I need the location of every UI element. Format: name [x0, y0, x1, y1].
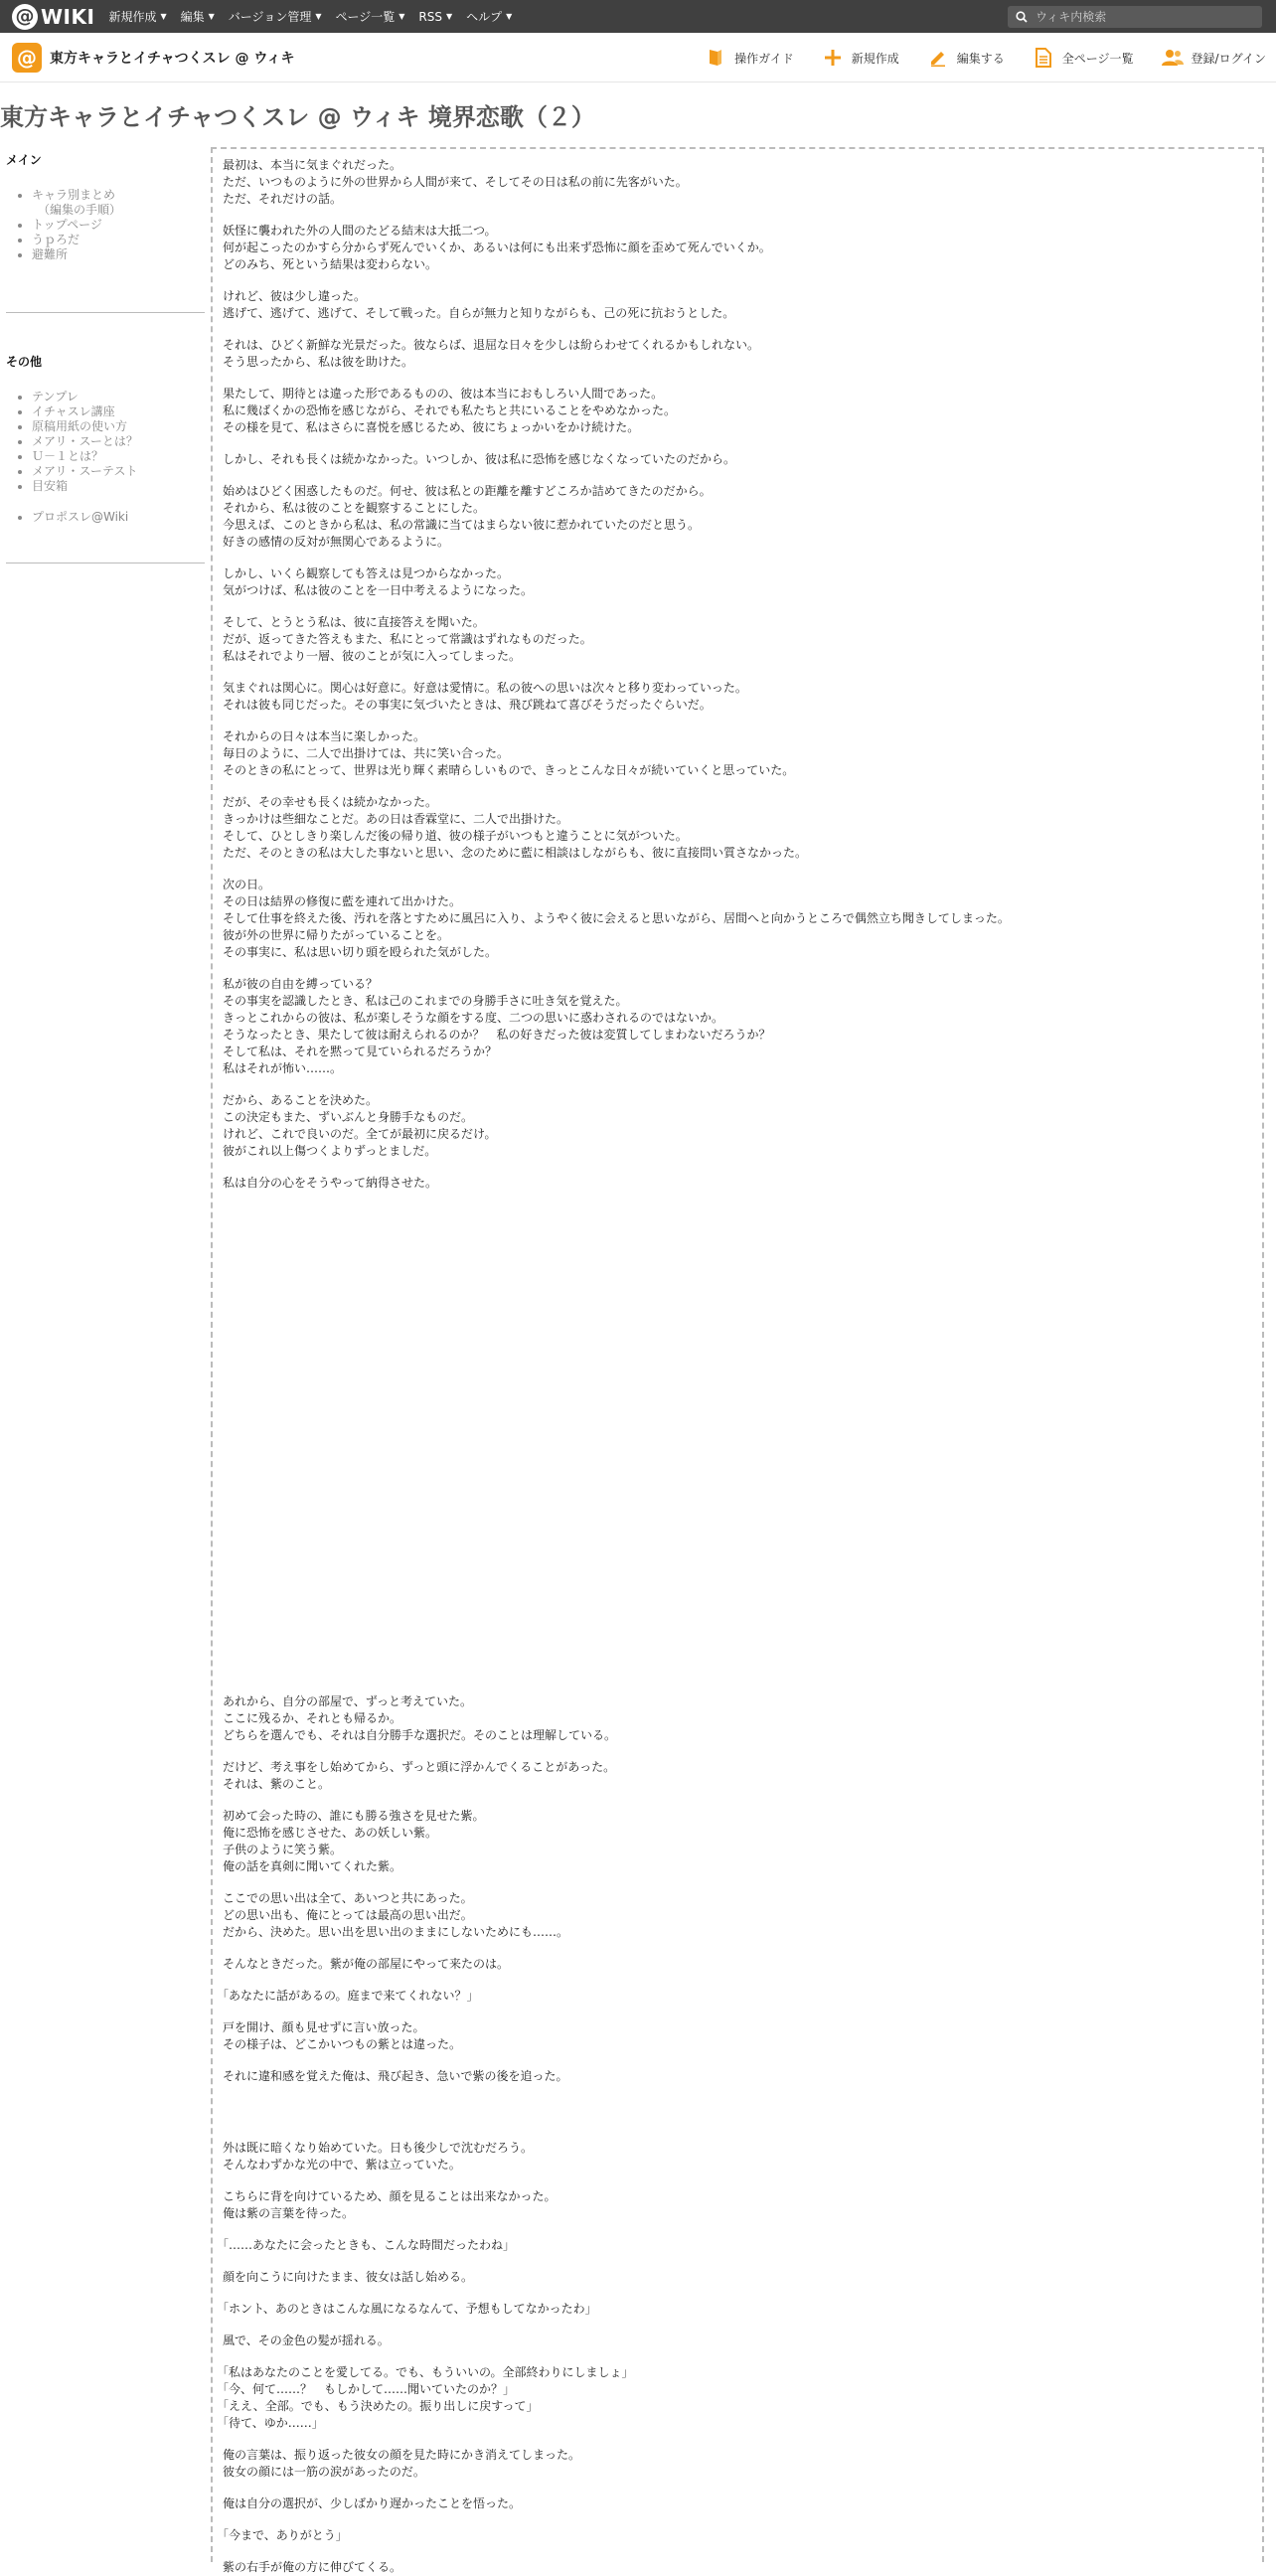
story-paragraph: [217, 1988, 1254, 2005]
story-line: それは彼も同じだった。その事実に気づいたときは、飛び跳ねて喜びそうだったぐらいだ。: [223, 698, 712, 712]
story-paragraph: [223, 1759, 1254, 1793]
story-paragraph: [223, 680, 1254, 714]
atwiki-logo[interactable]: [12, 4, 94, 30]
sidebar-item-marysue[interactable]: • メアリ・スーとは？: [32, 434, 211, 449]
header-actions: [677, 33, 1266, 82]
new-page-button[interactable]: 新規作成: [822, 47, 899, 69]
sidebar-item-uploader[interactable]: • うｐろだ: [32, 233, 211, 247]
story-line: 「私はあなたのことを愛してる。でも、もういいの。全部終わりにしましょ」: [217, 2365, 634, 2379]
caret-down-icon: ▼: [506, 12, 513, 21]
story-line: しかし、それも長くは続かなかった。いつしか、彼は私に恐怖を感じなくなっていたのだから。: [223, 452, 736, 466]
story-line: きっかけは些細なことだ。あの日は香霖堂に、二人で出掛けた。: [223, 812, 569, 826]
story-paragraph: [223, 157, 1254, 208]
story-line: けれど、これで良いのだ。全てが最初に戻るだけ。: [223, 1127, 497, 1141]
menu-new[interactable]: 新規作成 ▼: [108, 10, 167, 24]
sidebar-heading-main: メイン: [6, 153, 42, 167]
story-line: 「待て、ゆか……」: [217, 2416, 324, 2430]
story-line: ただ、いつものように外の世界から人間が来て、そしてその日は私の前に先客がいた。: [223, 175, 688, 189]
users-icon: [1162, 47, 1184, 69]
story-line: 私が彼の自由を縛っている？: [223, 977, 379, 991]
story-paragraph: [223, 565, 1254, 599]
story-paragraph: [223, 1808, 1254, 1875]
story-paragraph: [223, 2269, 1254, 2286]
story-paragraph: [223, 976, 1254, 1077]
story-line: ここでの思い出は全て、あいつと共にあった。: [223, 1891, 473, 1905]
sidebar-item-template[interactable]: • テンプレ: [32, 390, 211, 404]
story-paragraph: [223, 1693, 1254, 1744]
search-icon: [1016, 11, 1028, 23]
sidebar: [0, 147, 211, 564]
guide-book-icon: [705, 47, 726, 69]
story-line: 「今、何て……？ もしかして……聞いていたのか？」: [217, 2382, 516, 2396]
story-line: 私はそれが怖い……。: [223, 1061, 343, 1075]
sidebar-divider: [6, 563, 205, 564]
sidebar-item-marysue-test[interactable]: • メアリ・スーテスト: [32, 464, 211, 479]
menu-help[interactable]: ヘルプ ▼: [466, 10, 513, 24]
story-line: そして私は、それを黙って見ていられるだろうか？: [223, 1045, 498, 1058]
caret-down-icon: ▼: [315, 12, 322, 21]
pencil-icon: [927, 47, 949, 69]
story-line: それからの日々は本当に楽しかった。: [223, 729, 426, 743]
story-paragraph: [223, 2140, 1254, 2174]
story-line: そうなったとき、果たして彼は耐えられるのか？ 私の好きだった彼は変質してしまわないだろうか？: [223, 1028, 771, 1042]
sidebar-item-chara[interactable]: • キャラ別まとめ （編集の手順）: [32, 188, 211, 218]
caret-down-icon: ▼: [160, 12, 167, 21]
story-paragraph: [223, 614, 1254, 665]
story-line: 最初は、本当に気まぐれだった。: [223, 158, 402, 172]
wiki-name-link[interactable]: 東方キャラとイチャつくスレ @ ウィキ: [50, 50, 295, 67]
sidebar-other-list: [0, 390, 211, 494]
story-line: しかし、いくら観察しても答えは見つからなかった。: [223, 566, 510, 580]
story-line: どの思い出も、俺にとっては最高の思い出だ。: [223, 1908, 473, 1922]
story-line: 顔を向こうに向けたまま、彼女は話し始める。: [223, 2270, 474, 2284]
story-line: 初めて会った時の、誰にも勝る強さを見せた紫。: [223, 1809, 485, 1823]
story-line: だが、その幸せも長くは続かなかった。: [223, 795, 438, 809]
menu-rss[interactable]: RSS ▼: [418, 9, 453, 24]
story-paragraph: [223, 451, 1254, 468]
story-line: 私は自分の心をそうやって納得させた。: [223, 1176, 438, 1190]
menu-version[interactable]: バージョン管理 ▼: [228, 10, 322, 24]
story-line: あれから、自分の部屋で、ずっと考えていた。: [223, 1694, 473, 1708]
story-paragraph: [223, 2068, 1254, 2085]
story-line: だけど、考え事をし始めてから、ずっと頭に浮かんでくることがあった。: [223, 1760, 616, 1774]
sidebar-item-u1[interactable]: • Ｕ－１とは？: [32, 449, 211, 464]
edit-button[interactable]: 編集する: [927, 47, 1005, 69]
story-line: 私はそれでより一層、彼のことが気に入ってしまった。: [223, 649, 522, 663]
plus-icon: [822, 47, 844, 69]
sidebar-extra-list: [0, 510, 211, 525]
story-line: ただ、それだけの話。: [223, 192, 343, 206]
story-paragraph: [223, 2019, 1254, 2053]
caret-down-icon: ▼: [445, 12, 453, 21]
story-line: 彼女の顔には一筋の涙があったのだ。: [223, 2465, 425, 2479]
story-paragraph: [223, 794, 1254, 862]
story-line: それは、ひどく新鮮な光景だった。彼ならば、退屈な日々を少しは紛らわせてくれるかもしれない。: [223, 338, 760, 352]
story-paragraph: [217, 2237, 1254, 2254]
story-line: それは、紫のこと。: [223, 1777, 331, 1791]
story-line: 次の日。: [223, 878, 271, 891]
story-paragraph: [223, 2559, 1254, 2576]
story-line: それから、私は彼のことを観察することにした。: [223, 501, 486, 515]
caret-down-icon: ▼: [208, 12, 215, 21]
story-line: だから、決めた。思い出を思い出のままにしないためにも……。: [223, 1925, 569, 1939]
story-line: 毎日のように、二人で出掛けては、共に笑い合った。: [223, 746, 510, 760]
document-icon: [1033, 47, 1054, 69]
sidebar-main-list: [0, 188, 211, 262]
story-line: 子供のように笑う紫。: [223, 1843, 343, 1856]
story-line: だから、あることを決めた。: [223, 1093, 379, 1107]
sidebar-item-suggestion-box[interactable]: • 目安箱: [32, 479, 211, 494]
main-content: [211, 147, 1264, 2574]
story-line: そんなときだった。紫が俺の部屋にやって来たのは。: [223, 1957, 510, 1971]
story-line: 気まぐれは関心に。関心は好意に。好意は愛情に。私の彼への思いは次々と移り変わっていった。: [223, 681, 747, 695]
story-paragraph: [223, 1890, 1254, 1941]
story-line: それに違和感を覚えた俺は、飛び起き、急いで紫の後を追った。: [223, 2069, 568, 2083]
story-paragraph: [223, 877, 1254, 961]
story-line: ここに残るか、それとも帰るか。: [223, 1711, 402, 1725]
story-paragraph: [223, 1175, 1254, 1192]
story-line: 「あなたに話があるの。庭まで来てくれない？」: [217, 1989, 479, 2003]
story-line: ただ、そのときの私は大した事ないと思い、念のために藍に相談はしながらも、彼に直接問い質さなかった。: [223, 846, 808, 860]
at-logo-icon: @: [12, 4, 38, 30]
blank-space: [223, 2100, 1254, 2140]
story-part-3: [217, 2140, 1254, 2576]
menu-page-list[interactable]: ページ一覧 ▼: [335, 10, 405, 24]
story-paragraph: [223, 337, 1254, 371]
story-line: その日は結界の修復に藍を連れて出かけた。: [223, 894, 462, 908]
story-paragraph: [223, 2496, 1254, 2512]
story-line: 「今まで、ありがとう」: [217, 2528, 348, 2542]
story-line: そう思ったから、私は彼を助けた。: [223, 355, 414, 369]
wiki-header: [0, 33, 1276, 82]
story-line: きっとこれからの彼は、私が楽しそうな顔をする度、二つの思いに惑わされるのではないか。: [223, 1011, 724, 1025]
story-paragraph: [217, 2527, 1254, 2544]
story-line: その様を見て、私はさらに喜悦を感じるため、彼にちょっかいをかけ続けた。: [223, 420, 640, 434]
story-line: どちらを選んでも、それは自分勝手な選択だ。そのことは理解している。: [223, 1728, 617, 1742]
top-menu: [108, 8, 526, 25]
page-title: 東方キャラとイチャつくスレ @ ウィキ 境界恋歌（２）: [0, 103, 595, 131]
story-line: そして仕事を終えた後、汚れを落とすために風呂に入り、ようやく彼に会えると思いながら、居間へと向かうところで偶然立ち聞きしてしまった。: [223, 911, 1010, 925]
story-line: 逃げて、逃げて、逃げて、そして戦った。自らが無力と知りながらも、己の死に抗おうとした。: [223, 306, 735, 320]
story-line: 何が起こったのかすら分からず死んでいくか、あるいは何にも出来ず恐怖に顔を歪めて死んでいくか。: [223, 241, 771, 254]
story-paragraph: [223, 223, 1254, 273]
top-navigation-bar: [0, 0, 1276, 33]
menu-edit[interactable]: 編集 ▼: [180, 10, 215, 24]
story-line: 紫の右手が俺の方に伸びてくる。: [223, 2560, 402, 2574]
story-paragraph: [223, 1092, 1254, 1160]
story-line: 外は既に暗くなり始めていた。日も後少しで沈むだろう。: [223, 2141, 534, 2155]
story-paragraph: [217, 2364, 1254, 2432]
story-line: どのみち、死という結果は変わらない。: [223, 257, 438, 271]
story-line: 好きの感情の反対が無関心であるように。: [223, 535, 450, 549]
story-line: そして、ひとしきり楽しんだ後の帰り道、彼の様子がいつもと違うことに気がついた。: [223, 829, 688, 843]
story-line: 「ええ、全部。でも、もう決めたの。振り出しに戻すって」: [217, 2399, 539, 2413]
search-input[interactable]: [1034, 9, 1252, 25]
brand-text: WIKI: [41, 4, 95, 29]
story-line: 俺の話を真剣に聞いてくれた紫。: [223, 1859, 402, 1873]
story-paragraph: [223, 386, 1254, 436]
story-paragraph: [223, 2333, 1254, 2349]
story-part-1: [223, 157, 1254, 1192]
story-line: その様子は、どこかいつもの紫とは違った。: [223, 2037, 462, 2051]
story-line: 俺に恐怖を感じさせた、あの妖しい紫。: [223, 1826, 438, 1840]
story-line: そのときの私にとって、世界は光り輝く素晴らしいもので、きっとこんな日々が続いていくと思っていた。: [223, 763, 795, 777]
story-paragraph: [223, 1956, 1254, 1973]
story-paragraph: [223, 288, 1254, 322]
guide-button[interactable]: 操作ガイド: [705, 47, 794, 69]
story-paragraph: [223, 2188, 1254, 2222]
story-part-2: [217, 1693, 1254, 2085]
story-line: 俺は紫の言葉を待った。: [223, 2206, 355, 2220]
story-line: 「ホント、あのときはこんな風になるなんて、予想もしてなかったわ」: [217, 2302, 597, 2316]
story-line: 果たして、期待とは違った形であるものの、彼は本当におもしろい人間であった。: [223, 387, 664, 401]
story-paragraph: [223, 483, 1254, 551]
all-pages-button[interactable]: 全ページ一覧: [1033, 47, 1134, 69]
sidebar-item-lecture[interactable]: • イチャスレ講座: [32, 404, 211, 419]
story-line: 彼が外の世界に帰りたがっていることを。: [223, 928, 450, 942]
story-line: この決定もまた、ずいぶんと身勝手なものだ。: [223, 1110, 474, 1124]
story-line: 俺の言葉は、振り返った彼女の顔を見た時にかき消えてしまった。: [223, 2448, 581, 2462]
story-paragraph: [223, 728, 1254, 779]
wiki-search-box: [1008, 6, 1262, 28]
story-line: 彼がこれ以上傷つくよりずっとましだ。: [223, 1144, 437, 1158]
blank-space: [223, 1207, 1254, 1693]
caret-down-icon: ▼: [399, 12, 405, 21]
story-line: 妖怪に襲われた外の人間のたどる結末は大抵二つ。: [223, 224, 497, 238]
story-line: だが、返ってきた答えもまた、私にとって常識はずれなものだった。: [223, 632, 592, 646]
story-line: 風で、その金色の髪が揺れる。: [223, 2334, 390, 2347]
login-button[interactable]: 登録/ログイン: [1162, 47, 1266, 69]
story-line: 俺は自分の選択が、少しばかり遅かったことを悟った。: [223, 2496, 522, 2510]
sidebar-item-top[interactable]: • トップページ: [32, 218, 211, 233]
story-line: 今思えば、このときから私は、私の常識に当てはまらない彼に惹かれていたのだと思う。: [223, 518, 701, 532]
story-line: けれど、彼は少し違った。: [223, 289, 367, 303]
story-line: 戸を開け、顔も見せずに言い放った。: [223, 2020, 425, 2034]
story-line: 「……あなたに会ったときも、こんな時間だったわね」: [217, 2238, 516, 2252]
sidebar-heading-other: その他: [6, 355, 43, 369]
sidebar-item-proposure[interactable]: • プロポスレ@Wiki: [32, 510, 211, 525]
story-line: 始めはひどく困惑したものだ。何せ、彼は私との距離を離すどころか詰めてきたのだから。: [223, 484, 712, 498]
story-line: こちらに背を向けているため、顔を見ることは出来なかった。: [223, 2189, 557, 2203]
sidebar-item-shelter[interactable]: • 避難所: [32, 247, 211, 262]
story-line: 気がつけば、私は彼のことを一日中考えるようになった。: [223, 583, 534, 597]
story-paragraph: [223, 2447, 1254, 2481]
story-line: 私に幾ばくかの恐怖を感じながら、それでも私たちと共にいることをやめなかった。: [223, 403, 677, 417]
sidebar-edit-guide[interactable]: （編集の手順）: [38, 203, 122, 217]
wiki-logo-icon[interactable]: @: [12, 43, 42, 73]
story-line: その事実を認識したとき、私は己のこれまでの身勝手さに吐き気を覚えた。: [223, 994, 628, 1008]
story-paragraph: [217, 2301, 1254, 2318]
story-line: そして、とうとう私は、彼に直接答えを聞いた。: [223, 615, 485, 629]
story-line: その事実に、私は思い切り頭を殴られた気がした。: [223, 945, 498, 959]
story-line: そんなわずかな光の中で、紫は立っていた。: [223, 2158, 461, 2172]
sidebar-item-manuscript[interactable]: • 原稿用紙の使い方: [32, 419, 211, 434]
